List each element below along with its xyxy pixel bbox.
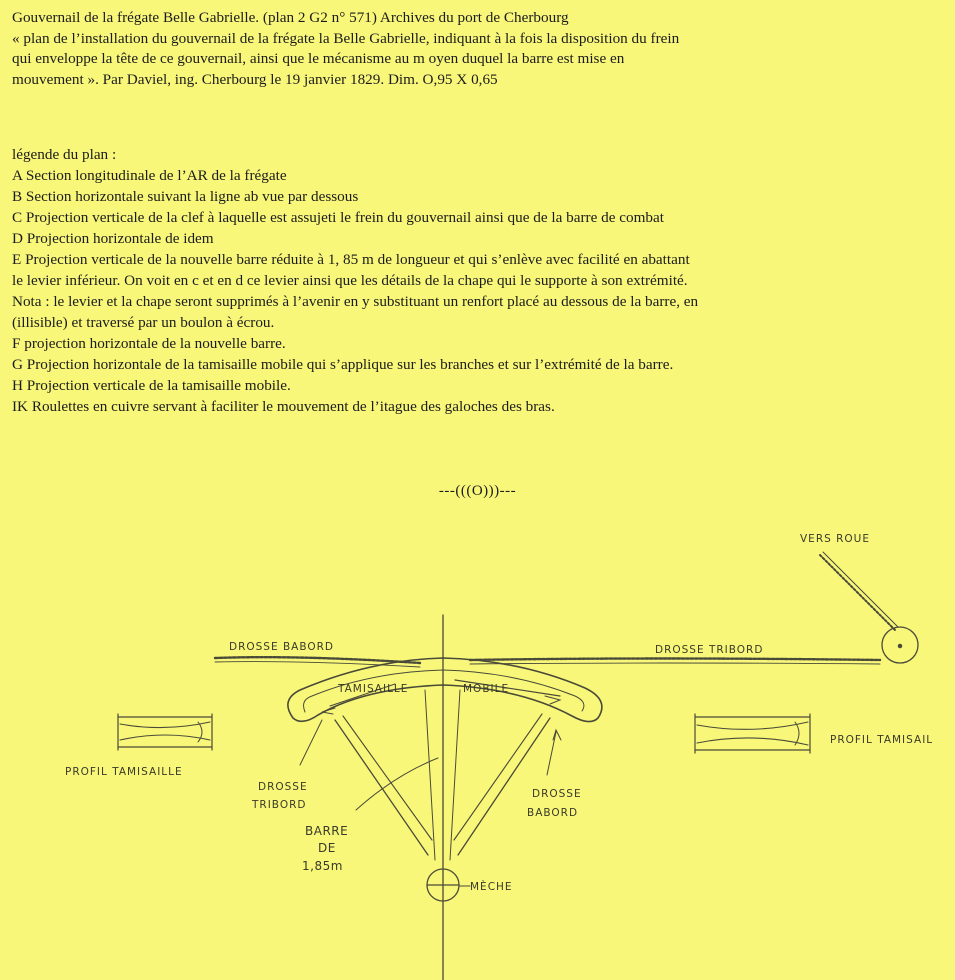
legend-item-g: G Projection horizontale de la tamisaille mobile qui s’applique sur les branches et sur l’extrémité de la barre. — [12, 356, 674, 373]
label-mobile: MOBILE — [463, 683, 510, 695]
label-profil-left: PROFIL TAMISAILLE — [65, 766, 183, 778]
rope-to-wheel — [820, 555, 895, 630]
legend-item-a: A Section longitudinale de l’AR de la frégate — [12, 167, 287, 184]
profil-tamisaille-left — [118, 714, 212, 750]
label-tamisaille: TAMISAILLE — [338, 683, 409, 695]
label-vers-roue: VERS ROUE — [800, 533, 870, 545]
label-barre-de: DE — [318, 841, 336, 855]
legend-heading: légende du plan : — [12, 146, 117, 163]
drosse-tribord-rope — [470, 659, 880, 661]
label-drosse-babord-bottom-2: BABORD — [527, 807, 579, 819]
legend-item-ik: IK Roulettes en cuivre servant à faciliter le mouvement de l’itague des galoches des bras. — [12, 398, 555, 415]
label-drosse-tribord-bottom: DROSSE — [258, 781, 308, 793]
intro-line: mouvement ». Par Daviel, ing. Cherbourg le 19 janvier 1829. Dim. O,95 X 0,65 — [12, 70, 498, 88]
label-barre-length: 1,85m — [302, 859, 343, 873]
legend-item-h: H Projection verticale de la tamisaille mobile. — [12, 377, 291, 394]
barre-left-arm — [335, 720, 428, 855]
intro-line: « plan de l’installation du gouvernail de la frégate la Belle Gabrielle, indiquant à la fois la disposition du frein — [12, 29, 680, 47]
label-meche: MÈCHE — [470, 881, 513, 893]
legend-item-d: D Projection horizontale de idem — [12, 230, 214, 247]
label-drosse-tribord-top: DROSSE TRIBORD — [655, 644, 764, 656]
legend-nota-cont: (illisible) et traversé par un boulon à écrou. — [12, 314, 275, 331]
intro-paragraph — [12, 8, 947, 90]
legend-item-f: F projection horizontale de la nouvelle barre. — [12, 335, 286, 352]
legend-item-e-cont: le levier inférieur. On voit en c et en d ce levier ainsi que les détails de la chape qui le supporte à son extrémité. — [12, 272, 688, 289]
rudder-sketch — [0, 500, 955, 980]
label-barre: BARRE — [305, 824, 349, 838]
legend-nota: Nota : le levier et la chape seront supprimés à l’avenir en y substituant un renfort placé au dessous de la barre, en — [12, 293, 699, 310]
legend-item-c: C Projection verticale de la clef à laquelle est assujeti le frein du gouvernail ainsi que de la barre de combat — [12, 209, 664, 226]
tamisaille-outer — [288, 658, 602, 722]
section-separator: ---(((O)))--- — [438, 483, 517, 499]
legend-item-b: B Section horizontale suivant la ligne ab vue par dessous — [12, 188, 359, 205]
label-drosse-babord-bottom: DROSSE — [532, 788, 582, 800]
plan-legend — [12, 144, 947, 417]
barre-right-arm — [458, 718, 550, 855]
intro-line: qui enveloppe la tête de ce gouvernail, ainsi que le mécanisme au m oyen duquel la barre est mise en — [12, 50, 625, 67]
legend-item-e: E Projection verticale de la nouvelle barre réduite à 1, 85 m de longueur et qui s’enlève avec facilité en abattant — [12, 251, 690, 268]
intro-title-line: Gouvernail de la frégate Belle Gabrielle. (plan 2 G2 n° 571) Archives du port de Cherbourg — [12, 9, 569, 26]
profil-tamisaille-right — [695, 714, 810, 753]
label-drosse-babord-top: DROSSE BABORD — [229, 641, 334, 653]
label-drosse-tribord-bottom-2: TRIBORD — [252, 799, 307, 811]
label-profil-right: PROFIL TAMISAIL — [830, 734, 934, 746]
